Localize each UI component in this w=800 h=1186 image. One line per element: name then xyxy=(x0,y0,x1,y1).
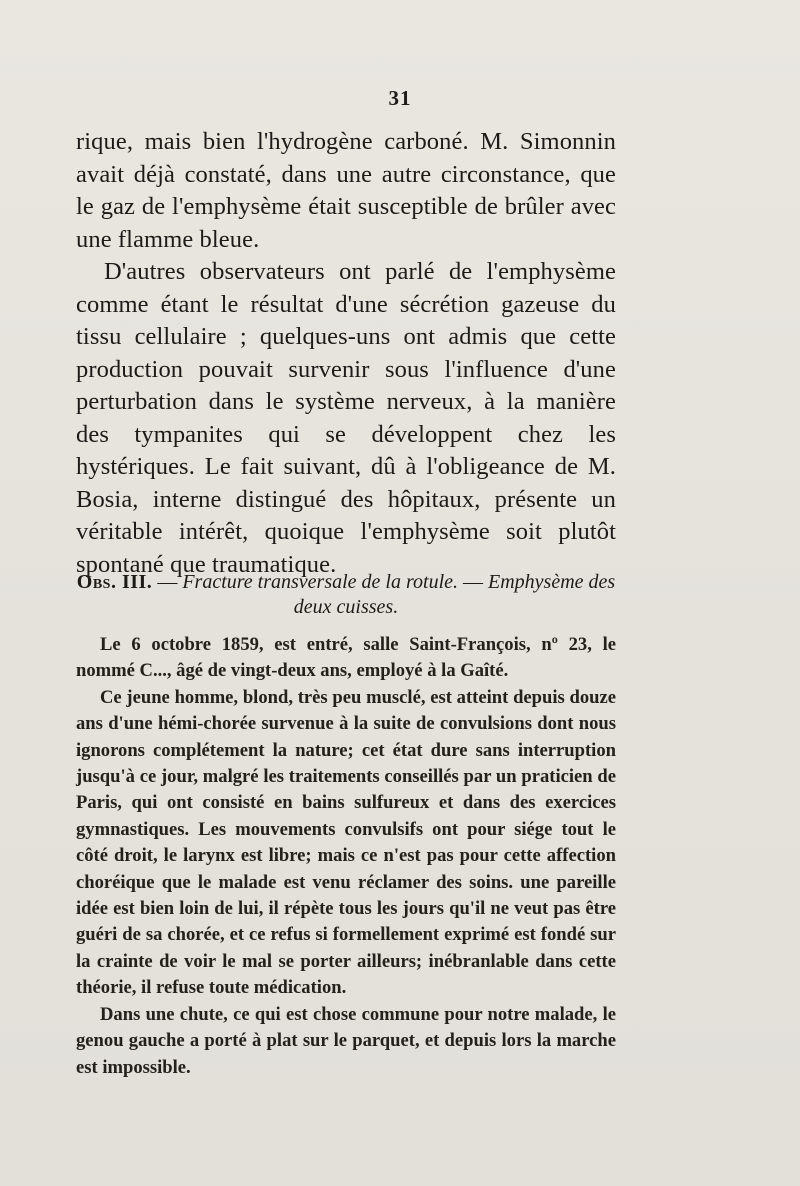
observation-heading xyxy=(76,570,616,620)
observation-paragraph-3: Dans une chute, ce qui est chose commune pour notre malade, le genou gauche a porté à plat sur le parquet, et depuis lors la marche est impossible. xyxy=(76,1003,616,1078)
main-paragraph-1: rique, mais bien l'hydrogène carboné. M. Simonnin avait déjà constaté, dans une autre circonstance, que le gaz de l'emphysème était susceptible de brûler avec une flamme bleue. xyxy=(76,128,616,253)
page-number: 31 xyxy=(388,86,412,110)
observation-label: Obs. III. xyxy=(76,571,153,593)
observation-title-part-1: Fracture transversale de la rotule. xyxy=(182,571,459,593)
heading-dash-1: — xyxy=(152,571,183,593)
main-text-block xyxy=(76,126,616,581)
observation-paragraph-1: Le 6 octobre 1859, est entré, salle Saint-François, nº 23, le nommé C..., âgé de vingt-deux ans, employé à la Gaîté. xyxy=(76,634,616,682)
main-paragraph-2: D'autres observateurs ont parlé de l'emphysème comme étant le résultat d'une sécrétion gazeuse du tissu cellulaire ; quelques-uns ont admis que cette production pouvait survenir sous l'influence d'une perturbation dans le système nerveux, à la manière des tympanites qui se développent chez les hystériques. Le fait suivant, dû à l'obligeance de M. Bosia, interne distingué des hôpitaux, présente un véritable intérêt, quoique l'emphysème soit plutôt spontané que traumatique. xyxy=(76,258,616,578)
observation-title-part-2: Emphysème des deux cuisses. xyxy=(293,571,616,618)
observation-text-block xyxy=(76,632,616,1081)
observation-paragraph-2: Ce jeune homme, blond, très peu musclé, est atteint depuis douze ans d'une hémi-chorée survenue à la suite de convulsions dont nous ignorons complétement la nature; cet état dure sans interruption jusqu'à ce jour, malgré les traitements conseillés par un praticien de Paris, qui ont consisté en bains sulfureux et dans des exercices gymnastiques. Les mouvements convulsifs ont pour siége tout le côté droit, le larynx est libre; mais ce n'est pas pour cette affection choréique que le malade est venu réclamer des soins. une pareille idée est bien loin de lui, il répète tous les jours qu'il ne veut pas être guéri de sa chorée, et ce refus si formellement exprimé est fondé sur la crainte de voir le mal se porter ailleurs; inébranlable dans cette théorie, il refuse toute médication. xyxy=(76,686,616,999)
heading-dash-2: — xyxy=(458,571,489,593)
